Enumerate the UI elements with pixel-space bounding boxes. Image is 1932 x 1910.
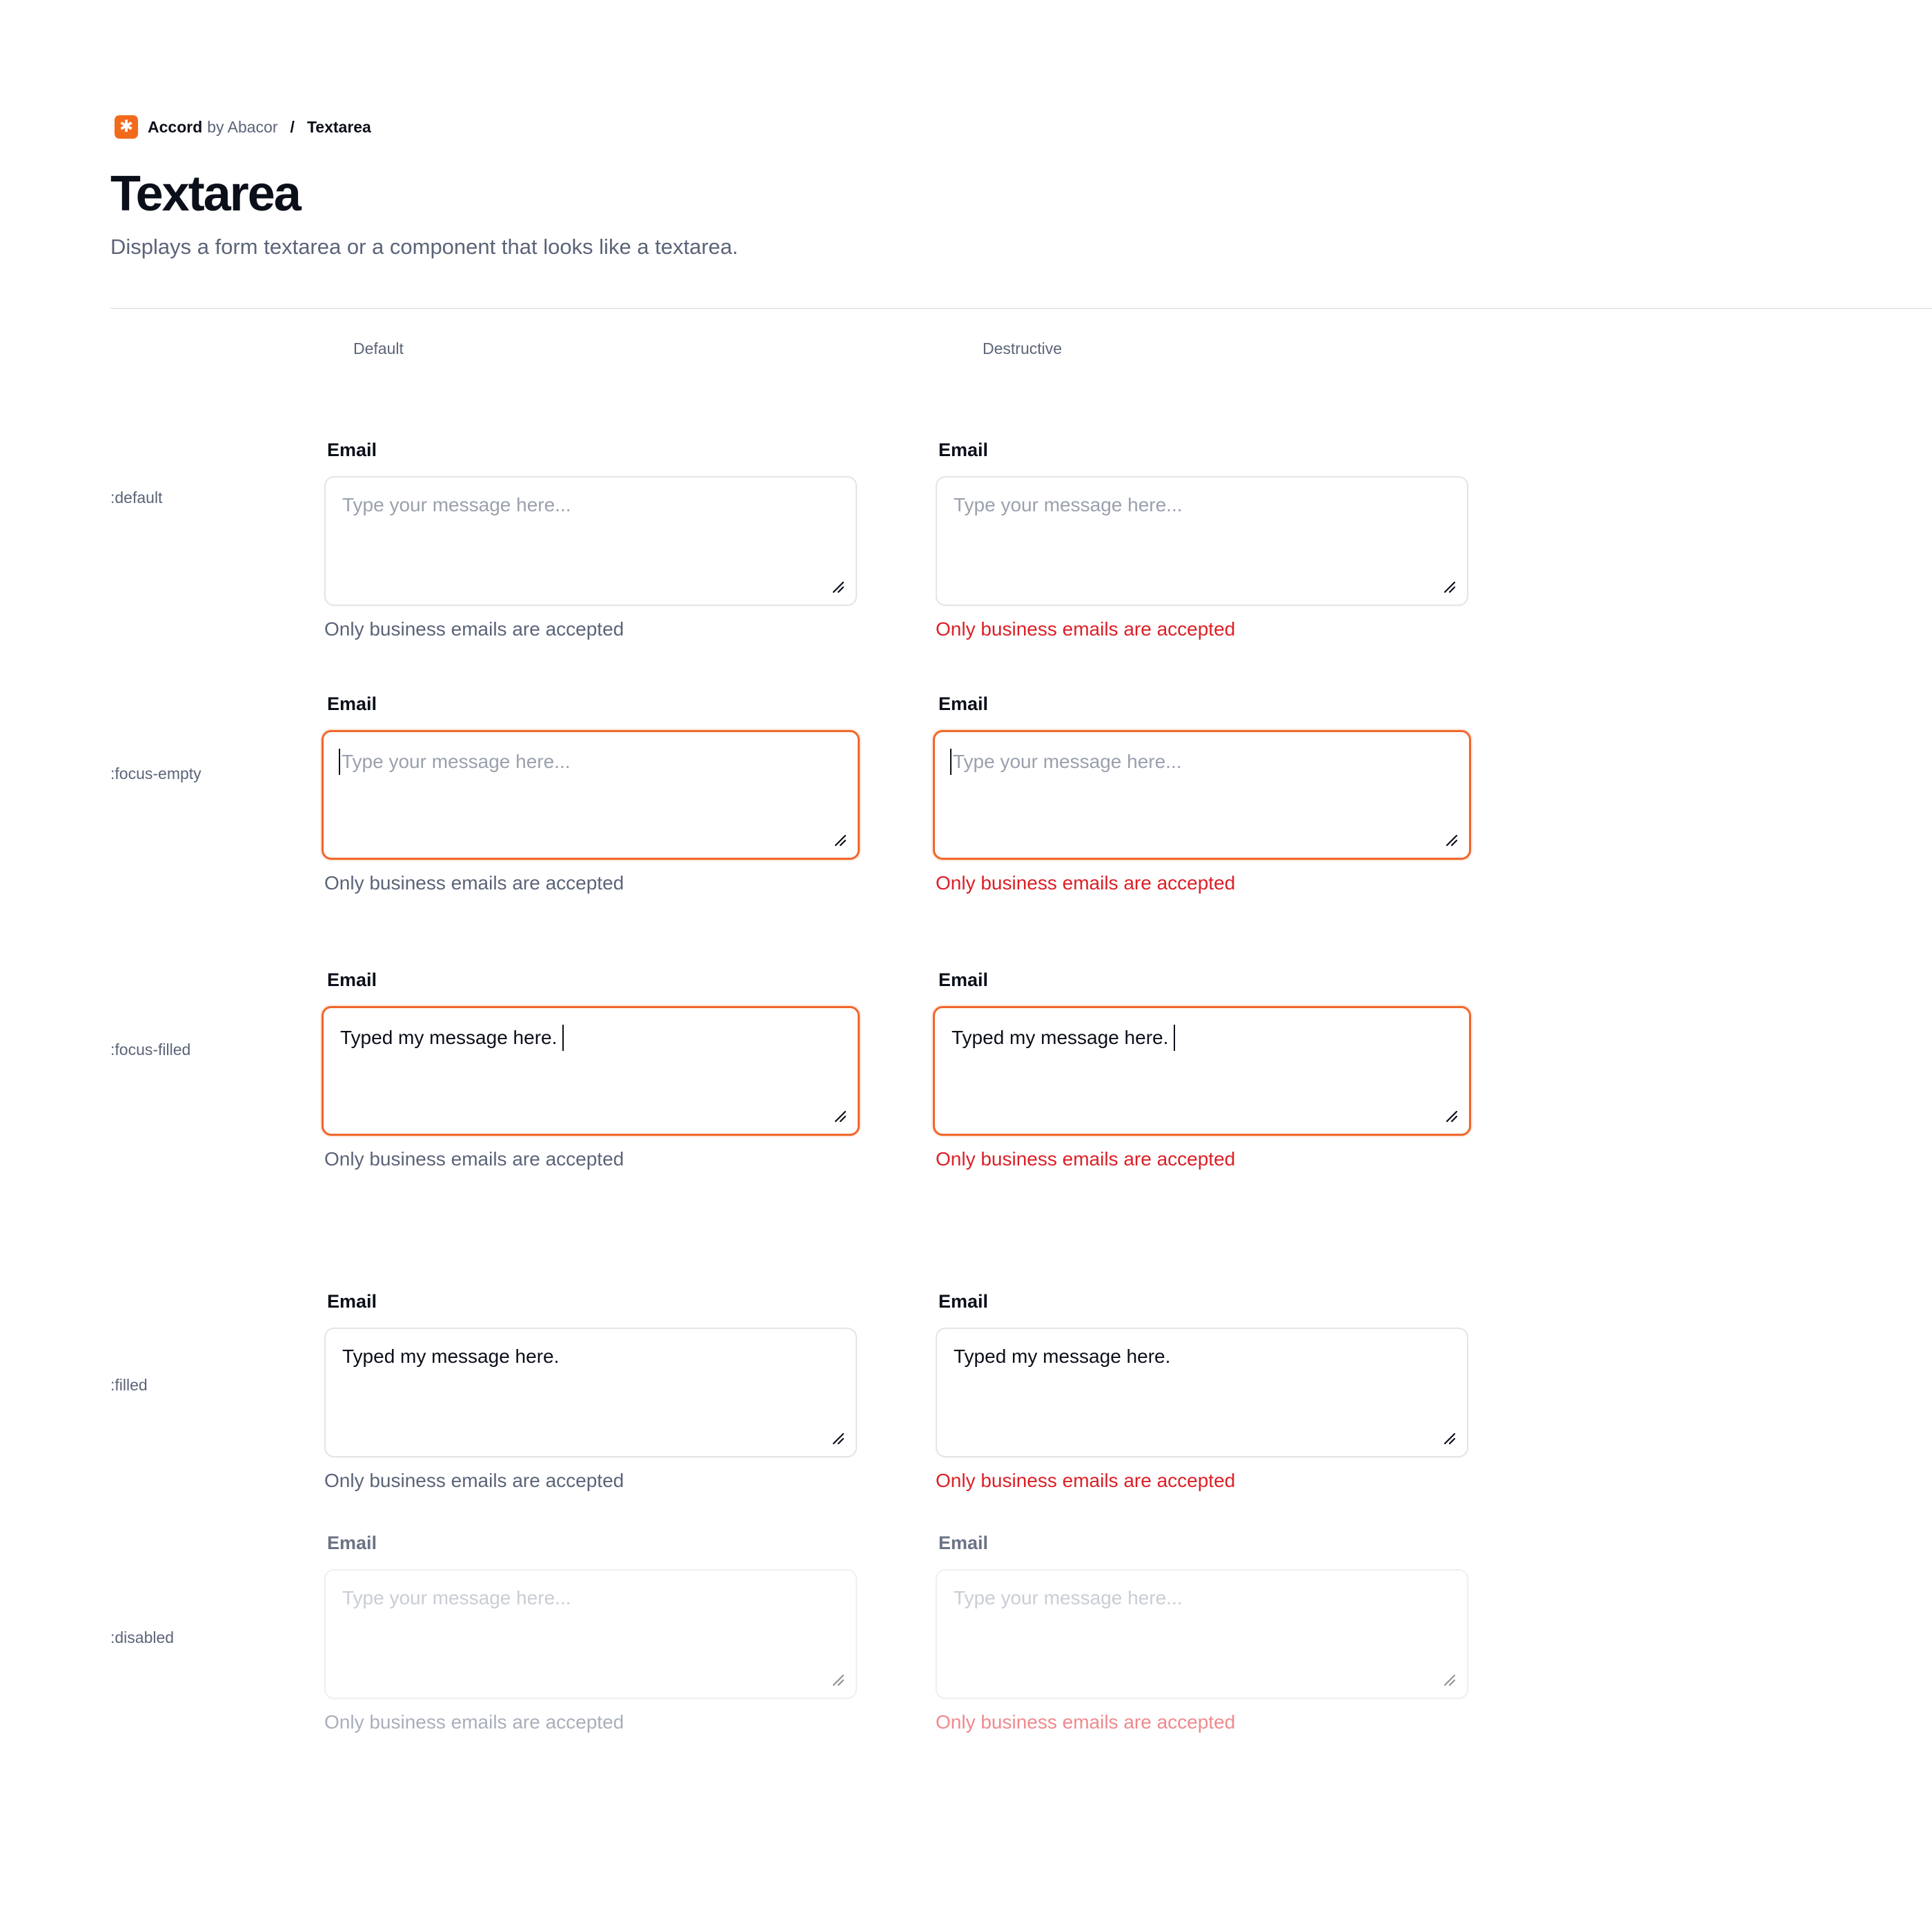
row-label-focus-filled: :focus-filled (110, 1041, 191, 1059)
resize-handle-icon[interactable] (833, 1109, 847, 1123)
textarea-field-default-disabled (324, 1529, 857, 1733)
breadcrumb-current: Textarea (306, 117, 371, 136)
brand-logo-icon: ✱ (115, 115, 138, 139)
textarea-field-destructive-focus-filled (936, 966, 1468, 1170)
textarea-field-default-focus-empty (324, 690, 857, 894)
column-header-destructive: Destructive (983, 339, 1063, 357)
message-textarea[interactable] (324, 1328, 857, 1457)
textarea-placeholder: Type your message here... (342, 751, 571, 772)
textarea-field-destructive-focus-empty (936, 690, 1468, 894)
textarea-placeholder: Type your message here... (953, 751, 1182, 772)
resize-handle-icon (1442, 1673, 1456, 1686)
page-description: Displays a form textarea or a component that looks like a textarea. (110, 235, 738, 259)
column-header-default: Default (353, 339, 404, 357)
text-caret (950, 749, 952, 775)
textarea-value: Typed my message here. (952, 1027, 1169, 1048)
message-textarea-disabled (936, 1569, 1468, 1699)
textarea-value: Typed my message here. (954, 1346, 1171, 1367)
field-label: Email (327, 693, 377, 714)
textarea-placeholder: Type your message here... (342, 494, 571, 515)
error-helper-text: Only business emails are accepted (936, 1711, 1236, 1733)
breadcrumb-brand[interactable]: Accord (148, 117, 203, 136)
textarea-field-destructive-disabled (936, 1529, 1468, 1733)
breadcrumb (115, 115, 371, 139)
textarea-content (340, 749, 571, 775)
field-label: Email (938, 1533, 989, 1553)
error-helper-text: Only business emails are accepted (936, 1470, 1236, 1491)
field-label: Email (327, 1291, 377, 1312)
textarea-field-default-focus-filled (324, 966, 857, 1170)
resize-handle-icon[interactable] (831, 580, 845, 593)
helper-text: Only business emails are accepted (324, 1470, 624, 1491)
helper-text: Only business emails are accepted (324, 872, 624, 894)
textarea-placeholder: Type your message here... (954, 494, 1183, 515)
error-helper-text: Only business emails are accepted (936, 1148, 1236, 1170)
textarea-placeholder: Type your message here... (954, 1587, 1183, 1608)
textarea-value: Typed my message here. (342, 1346, 560, 1367)
field-label: Email (327, 440, 377, 460)
text-caret (339, 749, 340, 775)
divider (110, 308, 1932, 309)
textarea-field-default-filled (324, 1288, 857, 1492)
resize-handle-icon[interactable] (1444, 1109, 1458, 1123)
field-label: Email (938, 1291, 989, 1312)
textarea-field-destructive-filled (936, 1288, 1468, 1492)
error-helper-text: Only business emails are accepted (936, 872, 1236, 894)
breadcrumb-separator: / (290, 117, 295, 136)
text-caret (1174, 1025, 1175, 1051)
field-label: Email (327, 969, 377, 990)
text-caret (562, 1025, 564, 1051)
message-textarea[interactable] (324, 476, 857, 606)
field-label: Email (938, 693, 989, 714)
page-title: Textarea (110, 166, 300, 221)
textarea-value: Typed my message here. (340, 1027, 558, 1048)
row-label-focus-empty: :focus-empty (110, 765, 201, 782)
field-label: Email (938, 440, 989, 460)
message-textarea[interactable] (936, 476, 1468, 606)
helper-text: Only business emails are accepted (324, 618, 624, 640)
resize-handle-icon (831, 1673, 845, 1686)
textarea-field-default-default (324, 436, 857, 640)
field-label: Email (938, 969, 989, 990)
message-textarea[interactable] (933, 730, 1471, 860)
message-textarea-disabled (324, 1569, 857, 1699)
message-textarea[interactable] (322, 1006, 860, 1136)
helper-text: Only business emails are accepted (324, 1148, 624, 1170)
textarea-placeholder: Type your message here... (342, 1587, 571, 1608)
breadcrumb-brand-sub[interactable]: by Abacor (207, 117, 278, 136)
textarea-content (340, 1025, 564, 1051)
row-label-filled: :filled (110, 1376, 148, 1394)
resize-handle-icon[interactable] (1442, 1431, 1456, 1445)
textarea-field-destructive-default (936, 436, 1468, 640)
resize-handle-icon[interactable] (833, 833, 847, 847)
resize-handle-icon[interactable] (831, 1431, 845, 1445)
message-textarea[interactable] (936, 1328, 1468, 1457)
helper-text: Only business emails are accepted (324, 1711, 624, 1733)
resize-handle-icon[interactable] (1444, 833, 1458, 847)
resize-handle-icon[interactable] (1442, 580, 1456, 593)
message-textarea[interactable] (322, 730, 860, 860)
textarea-content (952, 1025, 1175, 1051)
message-textarea[interactable] (933, 1006, 1471, 1136)
textarea-content (952, 749, 1182, 775)
field-label: Email (327, 1533, 377, 1553)
row-label-default: :default (110, 489, 163, 506)
row-label-disabled: :disabled (110, 1628, 175, 1646)
error-helper-text: Only business emails are accepted (936, 618, 1236, 640)
